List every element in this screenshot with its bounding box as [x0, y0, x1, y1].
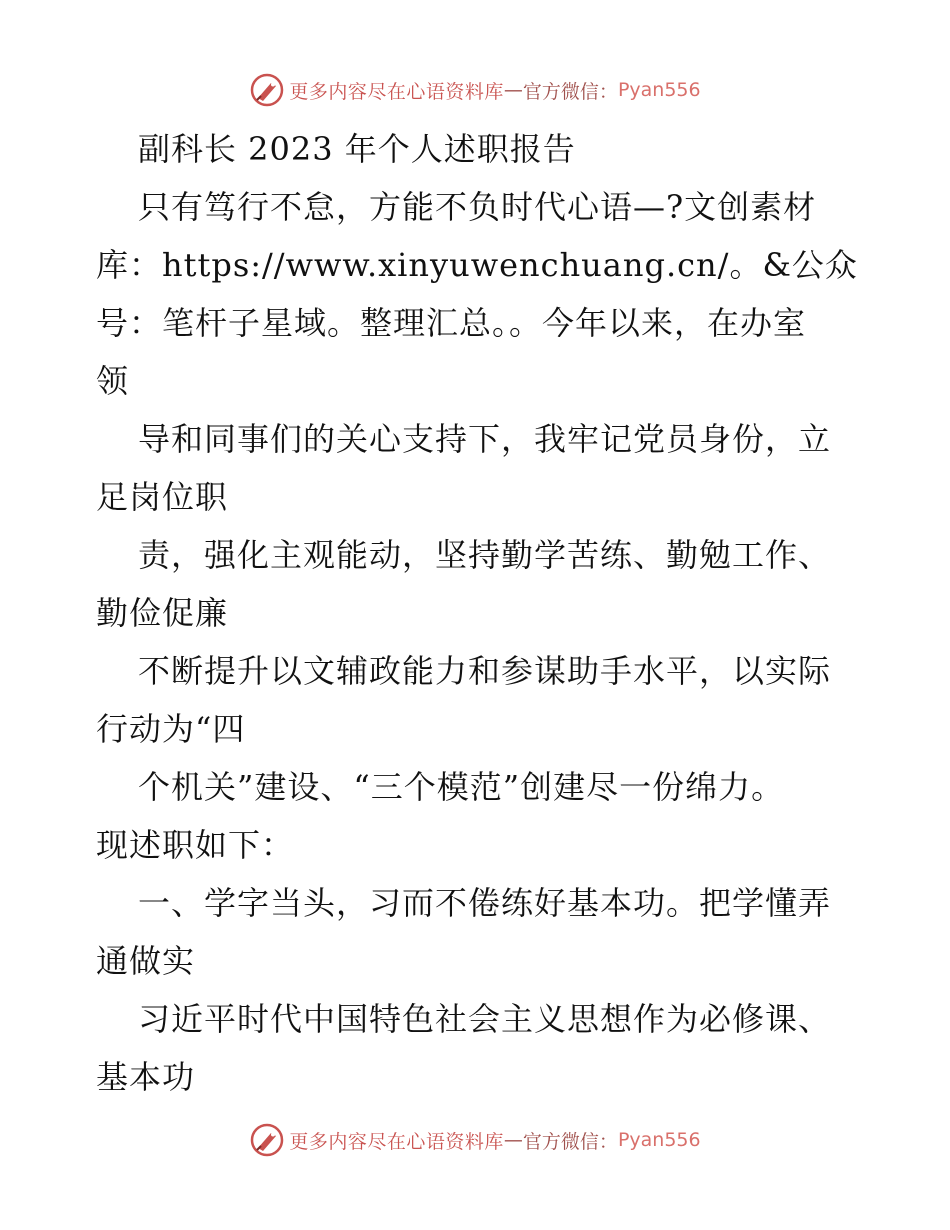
- banner-wechat-id: Pyan556: [617, 1129, 701, 1151]
- header-watermark-banner: [0, 70, 950, 110]
- paragraph-line: 勤俭促廉: [96, 594, 229, 632]
- banner-separator: —: [503, 1129, 523, 1151]
- paragraph-line: 导和同事们的关心支持下，我牢记党员身份，立: [138, 420, 832, 458]
- pen-nib-logo-icon: [249, 1122, 285, 1158]
- paragraph-line: 号：笔杆子星域。整理汇总。。今年以来，在办室: [96, 304, 807, 342]
- paragraph-line: 个机关”建设、“三个模范”创建尽一份绵力。: [138, 768, 785, 806]
- paragraph-line: 责，强化主观能动，坚持勤学苦练、勤勉工作、: [138, 536, 832, 574]
- section-heading-line: 一、学字当头，习而不倦练好基本功。把学懂弄: [138, 884, 832, 922]
- footer-watermark-banner: [0, 1120, 950, 1160]
- paragraph-line: 行动为“四: [96, 710, 246, 748]
- paragraph-line: 通做实: [96, 942, 196, 980]
- paragraph-line: 基本功: [96, 1058, 196, 1096]
- paragraph-line: 习近平时代中国特色社会主义思想作为必修课、: [138, 1000, 832, 1038]
- paragraph-line: 只有笃行不怠，方能不负时代心语—?文创素材: [138, 188, 817, 226]
- paragraph-line: 不断提升以文辅政能力和参谋助手水平，以实际: [138, 652, 832, 690]
- banner-brand-text: 更多内容尽在心语资料库: [289, 80, 504, 103]
- banner-separator: —: [503, 79, 523, 101]
- banner-wechat-label: 官方微信：: [522, 1130, 618, 1153]
- banner-wechat-id: Pyan556: [617, 79, 701, 101]
- document-title: 副科长 2023 年个人述职报告: [138, 130, 576, 168]
- paragraph-line: 库：https://www.xinyuwenchuang.cn/。&公众: [96, 246, 858, 284]
- paragraph-line: 足岗位职: [96, 478, 229, 516]
- paragraph-line: 领: [96, 362, 130, 400]
- banner-wechat-label: 官方微信：: [522, 80, 618, 103]
- paragraph-line: 现述职如下：: [96, 826, 295, 864]
- pen-nib-logo-icon: [249, 72, 285, 108]
- banner-brand-text: 更多内容尽在心语资料库: [289, 1130, 504, 1153]
- document-body: [96, 120, 896, 1106]
